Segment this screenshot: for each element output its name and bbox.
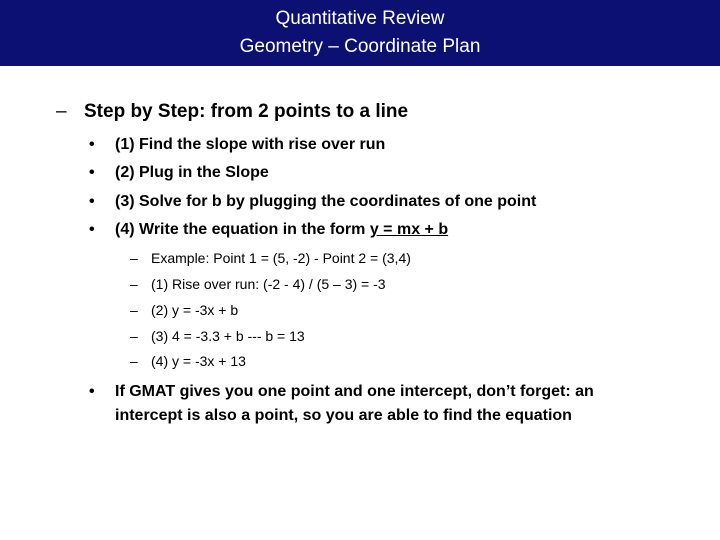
step-item-1 (89, 136, 385, 154)
title-line-2: Geometry – Coordinate Plan (239, 36, 481, 57)
dash-marker: – (130, 276, 138, 292)
example-text: (4) y = -3x + 13 (151, 353, 246, 369)
title-bar (0, 0, 720, 66)
dash-marker: – (130, 328, 138, 344)
example-line-4 (130, 328, 305, 344)
dash-marker: – (130, 250, 138, 266)
section-heading (56, 101, 408, 123)
example-line-2 (130, 276, 386, 292)
gmat-note (89, 380, 594, 428)
example-text: (1) Rise over run: (-2 - 4) / (5 – 3) = -3 (151, 276, 386, 292)
example-text: (3) 4 = -3.3 + b --- b = 13 (151, 328, 305, 344)
bullet-marker: • (89, 164, 95, 181)
formula-text: y = mx + b (369, 221, 449, 238)
title-line-1: Quantitative Review (275, 8, 445, 29)
example-line-5 (130, 353, 246, 369)
bullet-marker: • (89, 193, 95, 210)
step-text: (1) Find the slope with rise over run (115, 136, 386, 153)
example-text: Example: Point 1 = (5, -2) - Point 2 = (3,4) (151, 250, 411, 266)
bullet-marker: • (89, 383, 95, 400)
step-text: (3) Solve for b by plugging the coordinates of one point (115, 193, 537, 210)
note-line-1: If GMAT gives you one point and one intercept, don’t forget: an (115, 383, 594, 400)
dash-marker: – (130, 302, 138, 318)
step-item-3 (89, 193, 536, 211)
example-text: (2) y = -3x + b (151, 302, 239, 318)
heading-text: Step by Step: from 2 points to a line (84, 101, 409, 122)
step-item-4 (89, 221, 448, 239)
step-text: (2) Plug in the Slope (115, 164, 269, 181)
bullet-marker: • (89, 221, 95, 238)
dash-marker: – (130, 353, 138, 369)
bullet-marker: • (89, 136, 95, 153)
example-line-1 (130, 250, 411, 266)
dash-marker: – (56, 101, 67, 122)
example-line-3 (130, 302, 238, 318)
step-text: (4) Write the equation in the form (115, 221, 370, 238)
step-item-2 (89, 164, 269, 182)
note-line-2: intercept is also a point, so you are able to find the equation (115, 407, 572, 424)
